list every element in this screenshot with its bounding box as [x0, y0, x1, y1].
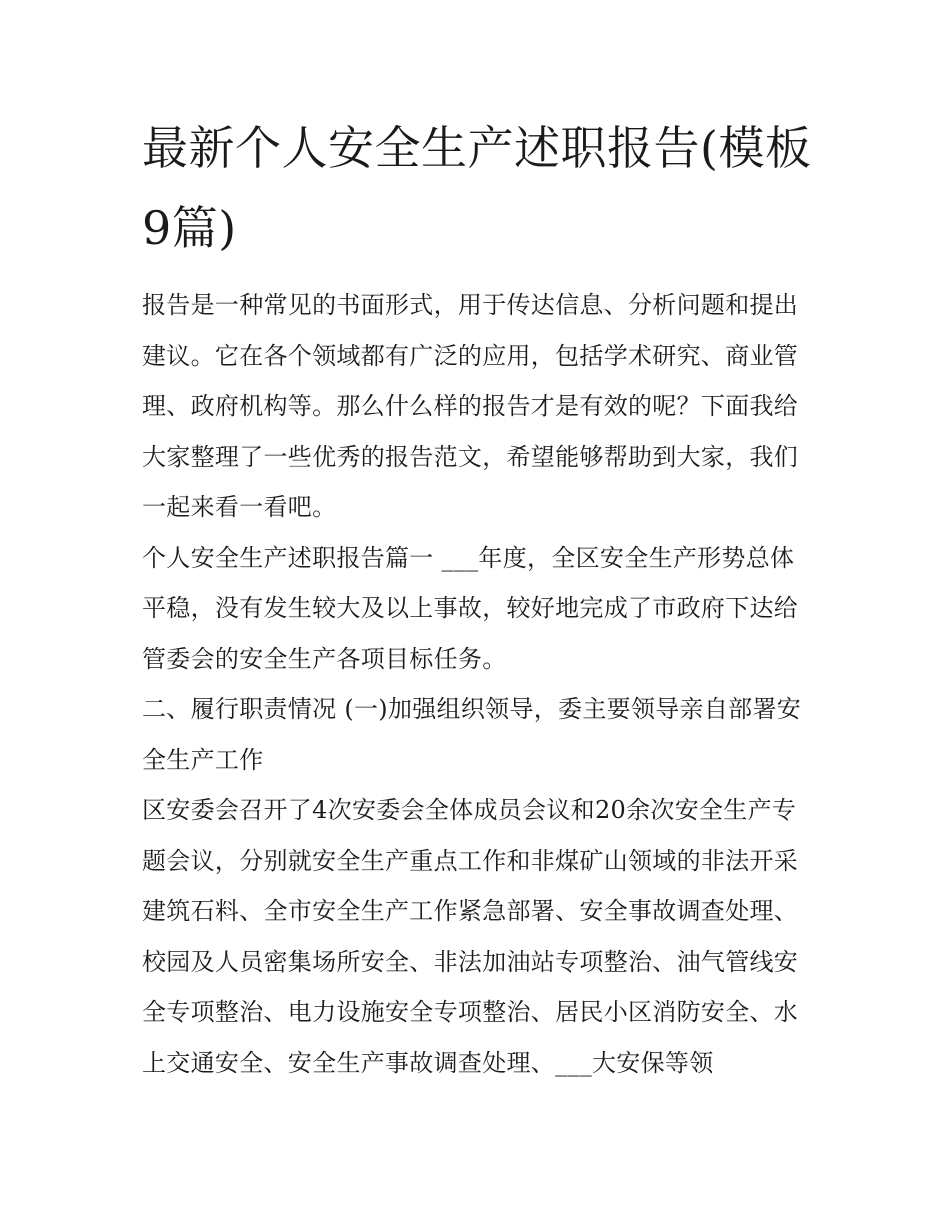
- paragraph-duties: 二、履行职责情况 (一)加强组织领导，委主要领导亲自部署安全生产工作: [142, 695, 802, 774]
- document-body: [142, 108, 814, 1088]
- paragraph-intro: 报告是一种常见的书面形式，用于传达信息、分析问题和提出建议。它在各个领域都有广泛的应用，包括学术研究、商业管理、政府机构等。那么什么样的报告才是有效的呢？下面我给大家整理了一些优秀的报告范文，希望能够帮助到大家，我们一起来看一看吧。: [142, 291, 799, 521]
- paragraph-report-one: 个人安全生产述职报告篇一 ___年度，全区安全生产形势总体平稳，没有发生较大及以上事故，较好地完成了市政府下达给管委会的安全生产各项目标任务。: [142, 543, 799, 673]
- document-title: 最新个人安全生产述职报告(模板9篇): [142, 121, 812, 255]
- paragraph-meetings: 区安委会召开了4次安委会全体成员会议和20余次安全生产专题会议，分别就安全生产重点工作和非煤矿山领域的非法开采建筑石料、全市安全生产工作紧急部署、安全事故调查处理、校园及人员密集场所安全、非法加油站专项整治、油气管线安全专项整治、电力设施安全专项整治、居民小区消防安全、水上交通安全、安全生产事故调查处理、___大安保等领: [142, 796, 799, 1077]
